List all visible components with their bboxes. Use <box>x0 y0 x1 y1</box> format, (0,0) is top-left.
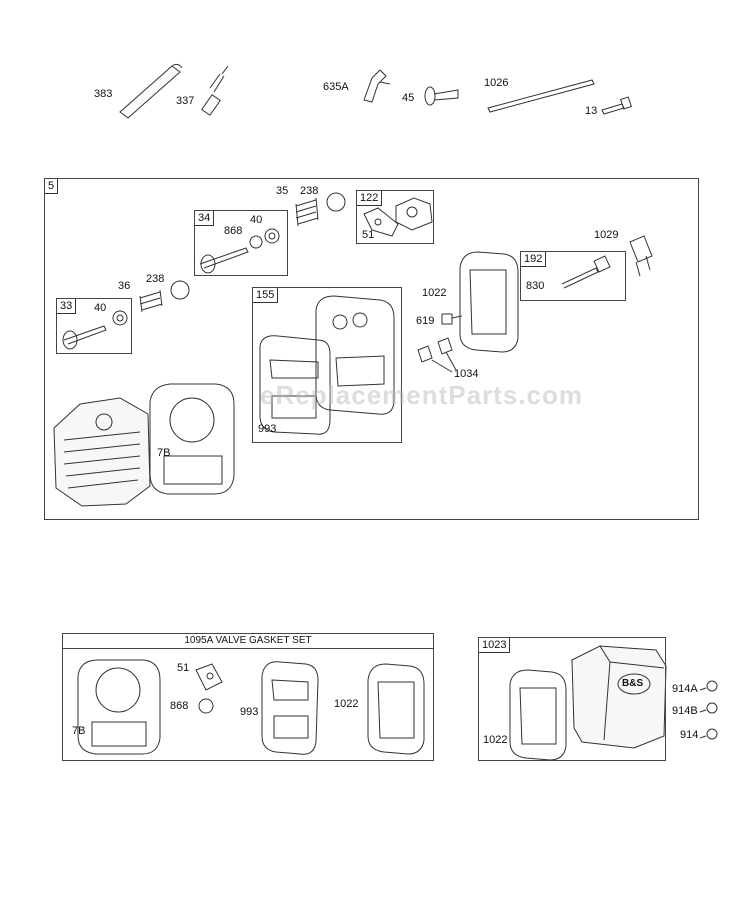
label-1026: 1026 <box>484 77 509 89</box>
cover-914a-screw[interactable] <box>700 681 717 691</box>
box-number-1023: 1023 <box>479 638 510 653</box>
label-36: 36 <box>118 280 131 292</box>
label-993-set: 993 <box>240 706 259 718</box>
part-337-spark-plug[interactable] <box>202 66 228 115</box>
box-number-34: 34 <box>195 211 214 226</box>
label-40-box34: 40 <box>250 214 263 226</box>
part-45-guide[interactable] <box>425 87 458 105</box>
label-238-lower: 238 <box>146 273 165 285</box>
label-830: 830 <box>526 280 545 292</box>
label-45: 45 <box>402 92 415 104</box>
box-155 <box>252 287 402 443</box>
label-1022-set: 1022 <box>334 698 359 710</box>
gasket-set-title: 1095A VALVE GASKET SET <box>62 633 434 649</box>
box-number-122: 122 <box>357 191 382 206</box>
gasket-set-box <box>62 633 434 761</box>
label-1034: 1034 <box>454 368 479 380</box>
label-7b-main: 7B <box>157 447 171 459</box>
part-383-tube[interactable] <box>120 64 182 118</box>
label-337: 337 <box>176 95 195 107</box>
label-914: 914 <box>680 729 699 741</box>
part-13-screw[interactable] <box>602 97 631 114</box>
label-868-set: 868 <box>170 700 189 712</box>
label-13: 13 <box>585 105 598 117</box>
label-51-box122: 51 <box>362 229 375 241</box>
label-635a: 635A <box>323 81 349 93</box>
box-number-33: 33 <box>57 299 76 314</box>
cover-914b-screw[interactable] <box>700 703 717 713</box>
cover-914-screw[interactable] <box>700 729 717 739</box>
box-number-155: 155 <box>253 288 278 303</box>
label-1022-cover: 1022 <box>483 734 508 746</box>
label-993-box155: 993 <box>258 423 277 435</box>
box-number-192: 192 <box>521 252 546 267</box>
label-35: 35 <box>276 185 289 197</box>
label-383: 383 <box>94 88 113 100</box>
label-914b: 914B <box>672 705 698 717</box>
label-7b-set: 7B <box>72 725 86 737</box>
label-51-set: 51 <box>177 662 190 674</box>
label-868: 868 <box>224 225 243 237</box>
part-635a-bracket[interactable] <box>364 70 390 102</box>
label-1022-main: 1022 <box>422 287 447 299</box>
label-238-top: 238 <box>300 185 319 197</box>
label-619: 619 <box>416 315 435 327</box>
cover-logo: B&S <box>622 678 644 689</box>
box-number-5: 5 <box>45 179 58 194</box>
label-40-box33: 40 <box>94 302 107 314</box>
label-1029: 1029 <box>594 229 619 241</box>
watermark: eReplacementParts.com <box>260 380 584 410</box>
label-914a: 914A <box>672 683 698 695</box>
